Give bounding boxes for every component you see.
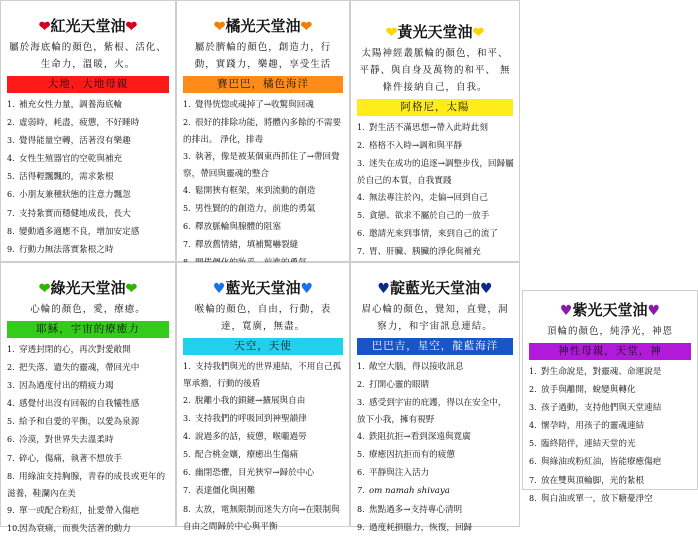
list-item: 1. 支持我們與光的世界連結，不用自己孤單承擔，行動的後盾 <box>183 362 342 390</box>
card-title: ❤橘光天堂油❤ <box>213 17 313 35</box>
card-blue-oil <box>176 262 350 532</box>
benefit-list <box>1 96 175 277</box>
list-item: 7. 支持紮實而穩健地成長，長大 <box>7 208 131 219</box>
list-item: 2. 打開心靈的眼睛 <box>357 380 430 391</box>
list-item: 4. 鬆開狹有框架，來到流動的創造 <box>183 186 316 197</box>
list-item: 3. 孩子過動，支持他們與天堂連結 <box>529 403 662 414</box>
heart-icon: ♥ <box>300 281 314 297</box>
list-item: 4. 說過多的話，疲憊，喉嚨過勞 <box>183 432 307 443</box>
list-item: 4. 女性生殖器官的空乾與補充 <box>7 154 123 165</box>
list-item: 6. 小朋友兼種狀態的注意力飄忽 <box>7 190 131 201</box>
card-title: ❤紅光天堂油❤ <box>38 17 138 35</box>
list-item: 7. 表達僵化與困難 <box>183 486 256 497</box>
heart-icon: ❤ <box>300 19 313 35</box>
list-item: 3. 迷失在成功的追逐→調整步伐，回歸屬於自己的本質，自我實踐 <box>357 159 514 187</box>
angel-banner: 阿格尼，太陽 <box>357 99 513 116</box>
list-item: 5. 貪戀、欲求不屬於自己的一放手 <box>357 211 490 222</box>
heart-icon: ❤ <box>125 281 138 297</box>
list-item: 1. 補充女性力量，調養海底輪 <box>7 100 123 110</box>
card-indigo-oil <box>350 262 520 533</box>
list-item: 2. 把失落、遺失的靈魂，帶回光中 <box>7 363 140 374</box>
card-purple-oil <box>522 290 698 504</box>
list-item: 5. 臨終陪伴，連結天堂的光 <box>529 439 636 450</box>
list-item: 2. 很好的排除功能，將體內多餘的不需要的排出。 淨化，排毒 <box>183 118 342 146</box>
list-item: 4. 懷孕時，用孩子的靈魂連結 <box>529 421 645 432</box>
list-item: 7. 放在雙與頂輪脚，光的紮根 <box>529 475 645 486</box>
list-item: 1. 對生活不滿思想→帶入此時此刻 <box>357 123 488 133</box>
list-item: 2. 格格不入時→調和與平靜 <box>357 141 463 152</box>
card-intro: 眉心輪的顏色，覺知，直覺，洞察力，和宇宙訊息連結。 <box>361 304 509 332</box>
card-title: ❤黃光天堂油❤ <box>385 23 485 41</box>
list-item: 7. 胃、肝臟、胰臟的淨化與補充 <box>357 247 481 258</box>
heart-icon: ♥ <box>480 281 493 297</box>
list-item: 5. 男性賢的的創造力，前進的勇氣 <box>183 204 316 215</box>
list-item: 7. 碎心，傷痛，執著不想放手 <box>7 453 123 464</box>
heart-icon: ♥ <box>647 303 661 319</box>
benefit-list <box>351 358 519 537</box>
list-item: 4. 無法專注於內，走偏→回到自己 <box>357 193 488 204</box>
list-item: 9. 行動力無法落實紮根之時 <box>7 244 114 255</box>
list-item: 6. 幽閉恐懼，目光狹窄→歸於中心 <box>183 468 314 479</box>
list-item: 6. 邀請光來到事情，來到自己的流了 <box>357 229 498 240</box>
list-item: 2. 虛弱時，耗盡，疲憊，不好睡時 <box>7 118 140 129</box>
benefit-list <box>351 119 519 262</box>
list-item: 6. 釋放脈輪與腺體的阻塞 <box>183 222 281 233</box>
list-item: 6. 冷漠，對世界失去溫柔時 <box>7 435 114 446</box>
heart-icon: ❤ <box>385 25 398 41</box>
list-item: 3. 感受到宇宙的庇護，得以在安全中，放下小我，擁有視野 <box>357 398 507 426</box>
list-item: 6. 與綠油或粉紅油，皆能療癒傷疤 <box>529 457 662 468</box>
heart-icon: ♥ <box>212 281 226 297</box>
card-intro: 頂輪的顏色，純淨光，神恩 <box>546 326 673 337</box>
list-item: 4. 感覺付出沒有回報的自我犧牲感 <box>7 399 140 410</box>
list-item: 10.因為衰痛，而喪失活著的動力 <box>7 523 131 534</box>
card-yellow-oil <box>350 0 520 262</box>
card-intro: 太陽神經叢脈輪的顏色，和平、平靜、與自身及萬物的和平、 無條件接納自己，自我。 <box>359 48 511 93</box>
list-item: 1. 穿透封閉的心，再次對愛敞開 <box>7 345 131 355</box>
list-item: 1. 對生命說是，對靈魂、命運說是 <box>529 367 662 377</box>
list-item: 5. 活得輕飄飄的，需求紮根 <box>7 172 114 183</box>
heart-icon: ❤ <box>213 19 226 35</box>
benefit-list <box>177 358 349 535</box>
heart-icon: ❤ <box>472 25 485 41</box>
list-item: 3. 因為過度付出的精疲力竭 <box>7 381 114 392</box>
angel-banner: 大地，大地母親 <box>7 76 169 93</box>
card-intro: 屬於海底輪的顏色，紫根、活化、生命力，溫暖，火。 <box>9 42 167 70</box>
angel-banner: 巴巴吉，星空，靛藍海洋 <box>357 338 513 355</box>
heart-icon: ❤ <box>38 281 51 297</box>
card-title: ♥藍光天堂油♥ <box>212 279 314 297</box>
list-item: 7. 釋放舊情緒，填補驚嚇裂縫 <box>183 240 299 251</box>
list-item: 1. 覺得恍惚或魂掉了→收驚與回魂 <box>183 100 314 110</box>
card-title: ♥靛藍光天堂油♥ <box>377 279 493 297</box>
list-item: 8. 變動過多適應不良，增加安定感 <box>7 226 140 237</box>
heart-icon: ❤ <box>38 19 51 35</box>
list-item: 3. 執著，像是被某個東西抓住了→帶回覺察，帶回與靈魂的整合 <box>183 152 340 180</box>
list-item: 8. 焦點過多→支持專心清明 <box>357 504 463 515</box>
list-item: 8. 與白油或單一，放下糖憂淨空 <box>529 493 653 504</box>
list-item: 9. 過度耗損腦力，恢復，回歸 <box>357 522 473 533</box>
card-green-oil <box>0 262 176 534</box>
list-item: 5. 給予和自愛的平衡，以愛為泉源 <box>7 417 140 428</box>
heart-icon: ❤ <box>125 19 138 35</box>
heart-icon: ♥ <box>559 303 573 319</box>
list-item: 7. om namah shivaya <box>357 486 450 497</box>
list-item: 6. 平靜與注入活力 <box>357 468 430 479</box>
list-item: 1. 敞空大腦，得以接收訊息 <box>357 362 464 372</box>
list-item: 2. 脫離小我的鎖鏈→擴展與自由 <box>183 396 306 406</box>
card-intro: 屬於臍輪的顏色，創造力，行動，實踐力，樂趣，享受生活 <box>194 42 332 70</box>
angel-banner: 耶穌，宇宙的療癒力 <box>7 321 169 338</box>
list-item: 8. 太放，電無限制而迷失方向→在限制與自由之間歸於中心與平衡 <box>183 504 340 532</box>
angel-banner: 天空，天使 <box>183 338 343 355</box>
list-item: 5. 配合桃金孃，療癒出生傷痛 <box>183 450 299 461</box>
benefit-list <box>523 363 697 508</box>
card-orange-oil <box>176 0 350 262</box>
benefit-list <box>177 96 349 273</box>
card-title: ❤綠光天堂油❤ <box>38 279 138 297</box>
list-item: 3. 支持我們的呼吸回到神聖韻律 <box>183 414 307 425</box>
angel-banner: 神性母親，天堂，神 <box>529 343 691 360</box>
angel-banner: 賽巴巴，橘色海洋 <box>183 76 343 93</box>
list-item: 4. 鉄阻抗拒→看到深遠與寬廣 <box>357 432 471 443</box>
card-title: ♥紫光天堂油♥ <box>559 301 661 319</box>
list-item: 2. 放手與離開，蛻變與轉化 <box>529 385 636 396</box>
benefit-list <box>1 341 175 538</box>
card-intro: 心輪的顏色，愛，療癒。 <box>30 304 146 315</box>
list-item: 5. 療癒因抗拒而有的疲憊 <box>357 450 455 461</box>
list-item: 8. 用綠油支持胸腺，青春的成長或更年的滋養，鞋瀾內在美 <box>7 471 166 499</box>
heart-icon: ♥ <box>377 281 390 297</box>
list-item: 3. 覺得能量空轉，活著沒有樂趣 <box>7 136 131 147</box>
card-intro: 喉輪的顏色，自由，行動，表達，寬廣，無盡。 <box>194 304 332 332</box>
card-red-oil <box>0 0 176 262</box>
list-item: 9. 單一或配合粉紅，扯愛帶入傷疤 <box>7 505 140 516</box>
